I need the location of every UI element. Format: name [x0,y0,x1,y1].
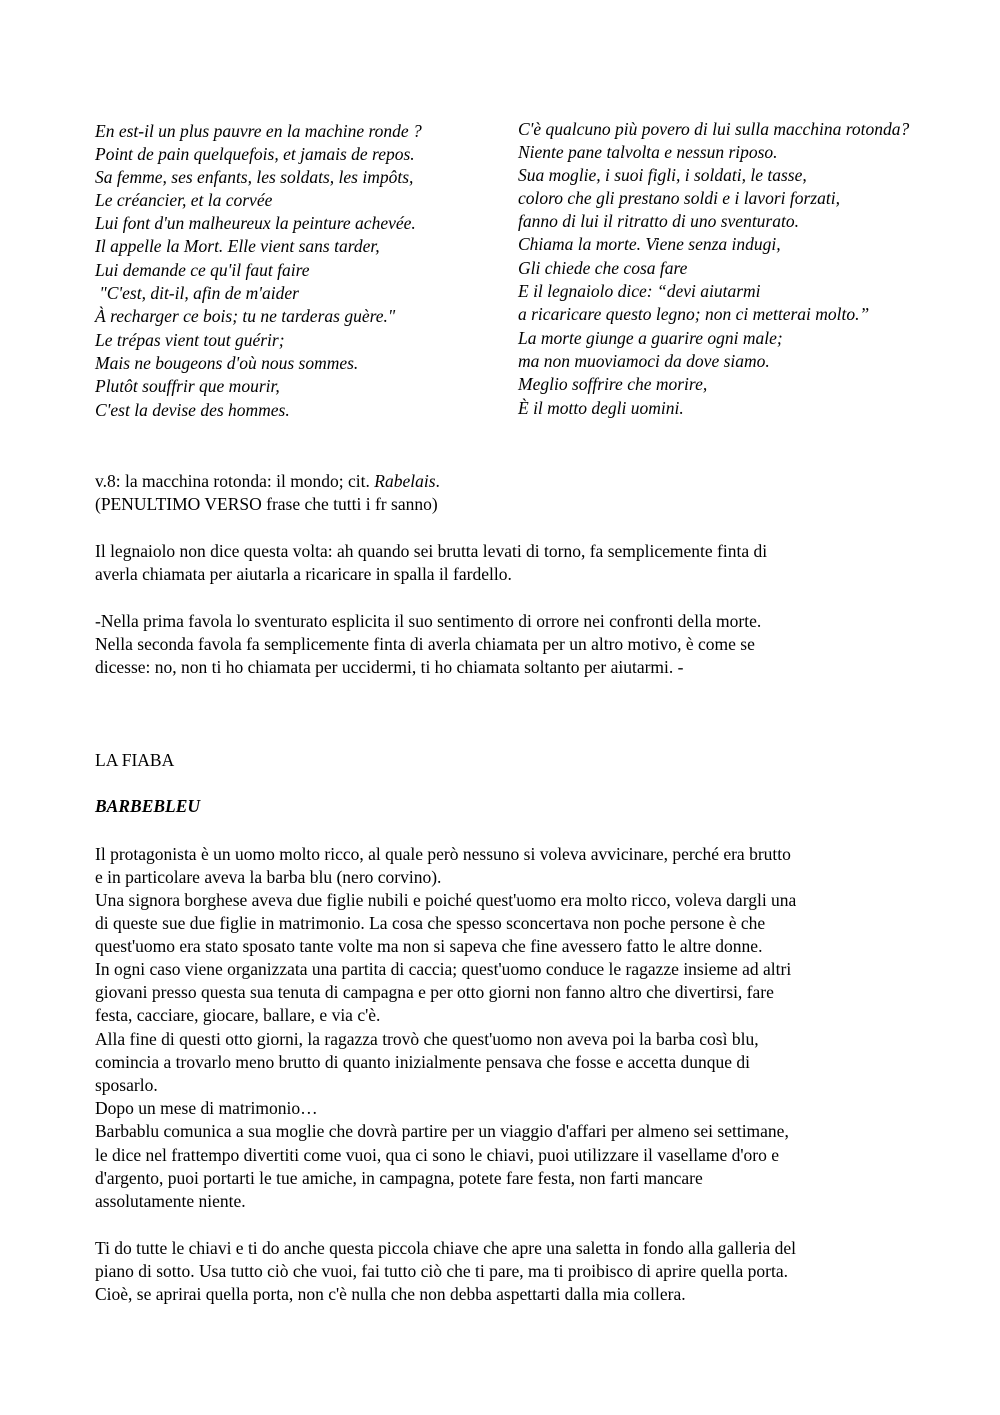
poem-line: Il appelle la Mort. Elle vient sans tarder, [95,236,380,256]
story-line: le dice nel frattempo divertiti come vuoi, qua ci sono le chiavi, puoi utilizzare il vasellame d'oro e [95,1145,779,1165]
verse-note [95,470,440,493]
poem-line: Lui demande ce qu'il faut faire [95,260,310,280]
poem-line: È il motto degli uomini. [518,398,684,418]
story-line: Dopo un mese di matrimonio… [95,1098,318,1118]
verse-note-line2: (PENULTIMO VERSO frase che tutti i fr sanno) [95,494,438,514]
poem-line: fanno di lui il ritratto di uno sventurato. [518,211,799,231]
poem-line: Le trépas vient tout guérir; [95,330,285,350]
poem-line: La morte giunge a guarire ogni male; [518,328,783,348]
paragraph-line: averla chiamata per aiutarla a ricaricare in spalla il fardello. [95,564,512,584]
story-line: Cioè, se aprirai quella porta, non c'è nulla che non debba aspettarti dalla mia collera. [95,1284,686,1304]
poem-line: Meglio soffrire che morire, [518,374,708,394]
poem-line: Niente pane talvolta e nessun riposo. [518,142,778,162]
poem-line: Mais ne bougeons d'où nous sommes. [95,353,359,373]
story-line: In ogni caso viene organizzata una partita di caccia; quest'uomo conduce le ragazze insieme ad altri [95,959,792,979]
story-line: Una signora borghese aveva due figlie nubili e poiché quest'uomo era molto ricco, voleva dargli una [95,890,797,910]
note-punctuation: . [435,471,440,491]
poem-line: ma non muoviamoci da dove siamo. [518,351,770,371]
story-line: comincia a trovarlo meno brutto di quanto inizialmente pensava che fosse e accetta dunque di [95,1052,751,1072]
section-heading: LA FIABA [95,750,175,770]
poem-line: Point de pain quelquefois, et jamais de repos. [95,144,415,164]
poem-line: Chiama la morte. Viene senza indugi, [518,234,781,254]
poem-line: Plutôt souffrir que mourir, [95,376,280,396]
poem-line: À recharger ce bois; tu ne tarderas guère." [95,306,396,326]
story-line: Ti do tutte le chiavi e ti do anche questa piccola chiave che apre una saletta in fondo alla galleria del [95,1238,797,1258]
poem-line: coloro che gli prestano soldi e i lavori forzati, [518,188,840,208]
story-line: giovani presso questa sua tenuta di campagna e per otto giorni non fanno altro che divertirsi, fare [95,982,774,1002]
poem-line: Sa femme, ses enfants, les soldats, les impôts, [95,167,414,187]
story-line: Barbablu comunica a sua moglie che dovrà partire per un viaggio d'affari per almeno sei settimane, [95,1121,789,1141]
poem-line: C'è qualcuno più povero di lui sulla macchina rotonda? [518,119,910,139]
poem-line: Le créancier, et la corvée [95,190,273,210]
story-line: festa, cacciare, giocare, ballare, e via c'è. [95,1005,381,1025]
poem-line: C'est la devise des hommes. [95,400,290,420]
poem-line: Lui font d'un malheureux la peinture achevée. [95,213,416,233]
paragraph-line: Il legnaiolo non dice questa volta: ah quando sei brutta levati di torno, fa semplicemente finta di [95,541,768,561]
story-line: sposarlo. [95,1075,158,1095]
poem-line: En est-il un plus pauvre en la machine ronde ? [95,121,422,141]
paragraph-line: dicesse: no, non ti ho chiamata per uccidermi, ti ho chiamata soltanto per aiutarmi. - [95,657,684,677]
story-line: assolutamente niente. [95,1191,246,1211]
paragraph-line: Nella seconda favola fa semplicemente finta di averla chiamata per un altro motivo, è come se [95,634,755,654]
note-reference: Rabelais [374,471,436,491]
poem-line: Sua moglie, i suoi figli, i soldati, le tasse, [518,165,807,185]
note-text: v.8: la macchina rotonda: il mondo; cit. [95,471,375,491]
paragraph-line: -Nella prima favola lo sventurato esplicita il suo sentimento di orrore nei confronti della morte. [95,611,762,631]
story-line: quest'uomo era stato sposato tante volte ma non si sapeva che fine avessero fatto le altre donne. [95,936,763,956]
story-line: Il protagonista è un uomo molto ricco, al quale però nessuno si voleva avvicinare, perché era brutto [95,844,791,864]
poem-line: E il legnaiolo dice: “devi aiutarmi [518,281,761,301]
story-line: piano di sotto. Usa tutto ciò che vuoi, fai tutto ciò che ti pare, ma ti proibisco di aprire quella porta. [95,1261,789,1281]
story-line: e in particolare aveva la barba blu (nero corvino). [95,867,442,887]
story-line: d'argento, puoi portarti le tue amiche, in campagna, potete fare festa, non farti mancare [95,1168,703,1188]
story-line: di queste sue due figlie in matrimonio. La cosa che spesso sconcertava non poche persone è che [95,913,766,933]
story-line: Alla fine di questi otto giorni, la ragazza trovò che quest'uomo non aveva poi la barba così blu, [95,1029,759,1049]
poem-line: a ricaricare questo legno; non ci metterai molto.” [518,304,870,324]
poem-line: Gli chiede che cosa fare [518,258,688,278]
poem-line: "C'est, dit-il, afin de m'aider [95,283,299,303]
story-title: BARBEBLEU [95,796,201,816]
